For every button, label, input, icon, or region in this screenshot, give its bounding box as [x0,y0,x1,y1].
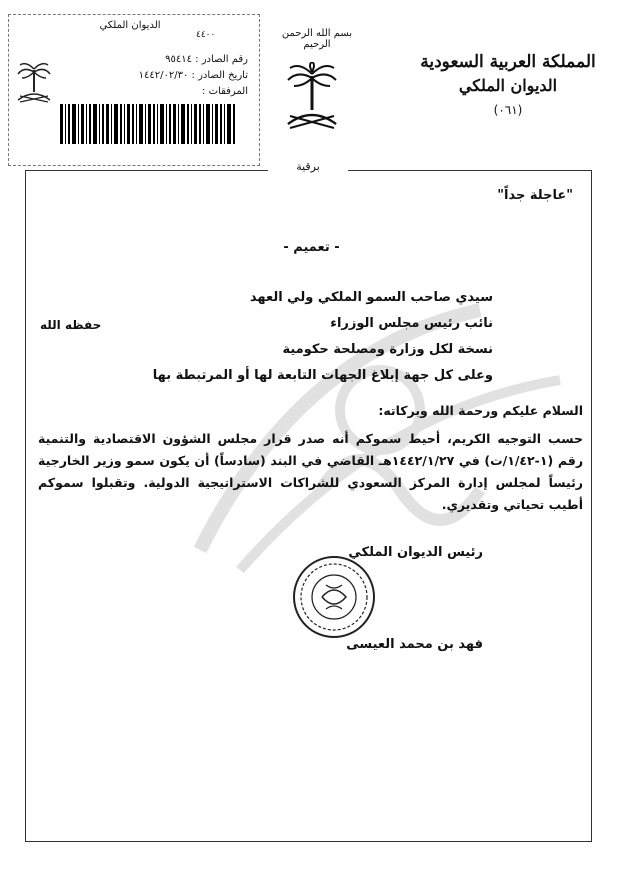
basmala: بسم الله الرحمن الرحيم [281,28,353,50]
greeting: السلام عليكم ورحمة الله وبركاته: [378,403,583,418]
address-line-4: وعلى كل جهة إبلاغ الجهات التابعة لها أو المرتبطة بها [152,368,493,383]
stamp-line-attachments: المرفقات : [202,86,248,97]
letterhead [413,52,603,117]
stamp-line-date: تاريخ الصادر : ١٤٤٢/٠٢/٣٠ [138,70,248,81]
office-name: الديوان الملكي [458,76,558,95]
form-code: (٠٦١) [493,103,523,117]
stamp-title: الديوان الملكي [99,20,161,31]
circular-heading: - تعميم - [283,240,340,255]
official-seal-icon [292,555,376,639]
stamp-details [62,52,248,100]
honorific-note: حفظه الله [40,318,102,332]
stamp-number: ٤٤٠٠ [196,30,216,40]
country-name: المملكة العربية السعودية [420,52,596,72]
letter-body: حسب التوجيه الكريم، أحيط سموكم أنه صدر قرار مجلس الشؤون الاقتصادية والتنمية رقم (١-١/٤٢/ت) في ١٤٤٢/١/٢٧هـ القاضي في البند (سادساً) أن يكون سمو وزير الخارجية رئيساً لمجلس إدارة المركز السعودي للشراكات الاستراتيجية الدولية. وتقبلوا سموكم أطيب تحياتي وتقديري. [38,431,584,512]
palm-swords-emblem-icon [14,60,54,104]
address-line-2: نائب رئيس مجلس الوزراء [330,316,493,331]
frame-label: برقية [268,160,348,180]
signatory-name: فهد بن محمد العيسى [346,637,483,652]
barcode-icon [60,104,238,152]
stamp-line-number: رقم الصادر : ٩٥٤١٤ [165,54,248,65]
address-line-1: سيدي صاحب السمو الملكي ولي العهد [249,290,493,305]
palm-swords-emblem-icon [282,62,342,130]
signature-title: رئيس الديوان الملكي [348,545,483,560]
urgent-label: "عاجلة جداً" [497,188,573,203]
address-line-3: نسخة لكل وزارة ومصلحة حكومية [282,342,493,357]
